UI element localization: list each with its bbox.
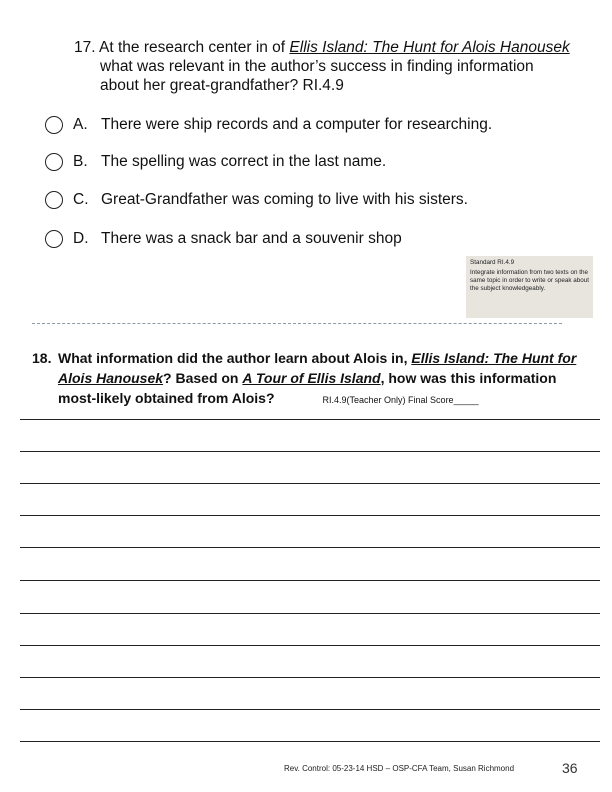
answer-line[interactable] <box>20 515 600 516</box>
book-title: Ellis Island: The Hunt for Alois Hanousek <box>289 39 570 56</box>
answer-choice-a[interactable]: A. There were ship records and a computer for researching. <box>45 115 492 135</box>
radio-bubble[interactable] <box>45 191 63 209</box>
radio-bubble[interactable] <box>45 230 63 248</box>
choice-text: There were ship records and a computer for researching. <box>101 116 493 133</box>
answer-line[interactable] <box>20 709 600 710</box>
standard-box <box>466 256 593 318</box>
question-17 <box>74 38 574 95</box>
answer-choice-d[interactable]: D. There was a snack bar and a souvenir shop <box>45 229 402 249</box>
score-note: RI.4.9(Teacher Only) Final Score_____ <box>322 395 479 405</box>
standard-description: Integrate information from two texts on the same topic in order to write or speak about the subject knowledgeably. <box>470 269 590 292</box>
answer-line[interactable] <box>20 547 600 548</box>
choice-text: There was a snack bar and a souvenir shop <box>101 230 402 247</box>
answer-line[interactable] <box>20 613 600 614</box>
question-18 <box>24 348 594 410</box>
answer-line[interactable] <box>20 451 600 452</box>
choice-text: Great-Grandfather was coming to live with his sisters. <box>101 191 468 208</box>
standard-title: Standard RI.4.9 <box>470 259 515 266</box>
page-number: 36 <box>562 760 578 776</box>
question-17-text: 17. At the research center in of Ellis Island: The Hunt for Alois Hanousek what was relevant in the author’s success in finding information about her great-grandfather? RI.4.9 <box>74 39 570 94</box>
answer-line[interactable] <box>20 483 600 484</box>
answer-choice-c[interactable]: C. Great-Grandfather was coming to live with his sisters. <box>45 190 468 210</box>
question-18-text: What information did the author learn about Alois in, Ellis Island: The Hunt for Alois Hanousek? Based on A Tour of Ellis Island, how was this information most-likely obtained from Alois? RI.4.9(Teacher Only) Final Score_____ <box>58 350 577 406</box>
answer-choice-b[interactable]: B. The spelling was correct in the last name. <box>45 152 386 172</box>
radio-bubble[interactable] <box>45 116 63 134</box>
answer-line[interactable] <box>20 580 600 581</box>
book-title: Ellis Island: The Hunt for Alois Hanousek <box>58 350 577 386</box>
choice-text: The spelling was correct in the last name. <box>101 153 387 170</box>
revision-footer: Rev. Control: 05-23-14 HSD – OSP-CFA Team, Susan Richmond <box>284 764 515 773</box>
question-18-number: 18. <box>32 350 52 366</box>
answer-line[interactable] <box>20 741 600 742</box>
answer-line[interactable] <box>20 645 600 646</box>
radio-bubble[interactable] <box>45 153 63 171</box>
section-divider <box>32 323 562 324</box>
book-title: A Tour of Ellis Island <box>242 370 381 386</box>
answer-line[interactable] <box>20 677 600 678</box>
answer-line[interactable] <box>20 419 600 420</box>
